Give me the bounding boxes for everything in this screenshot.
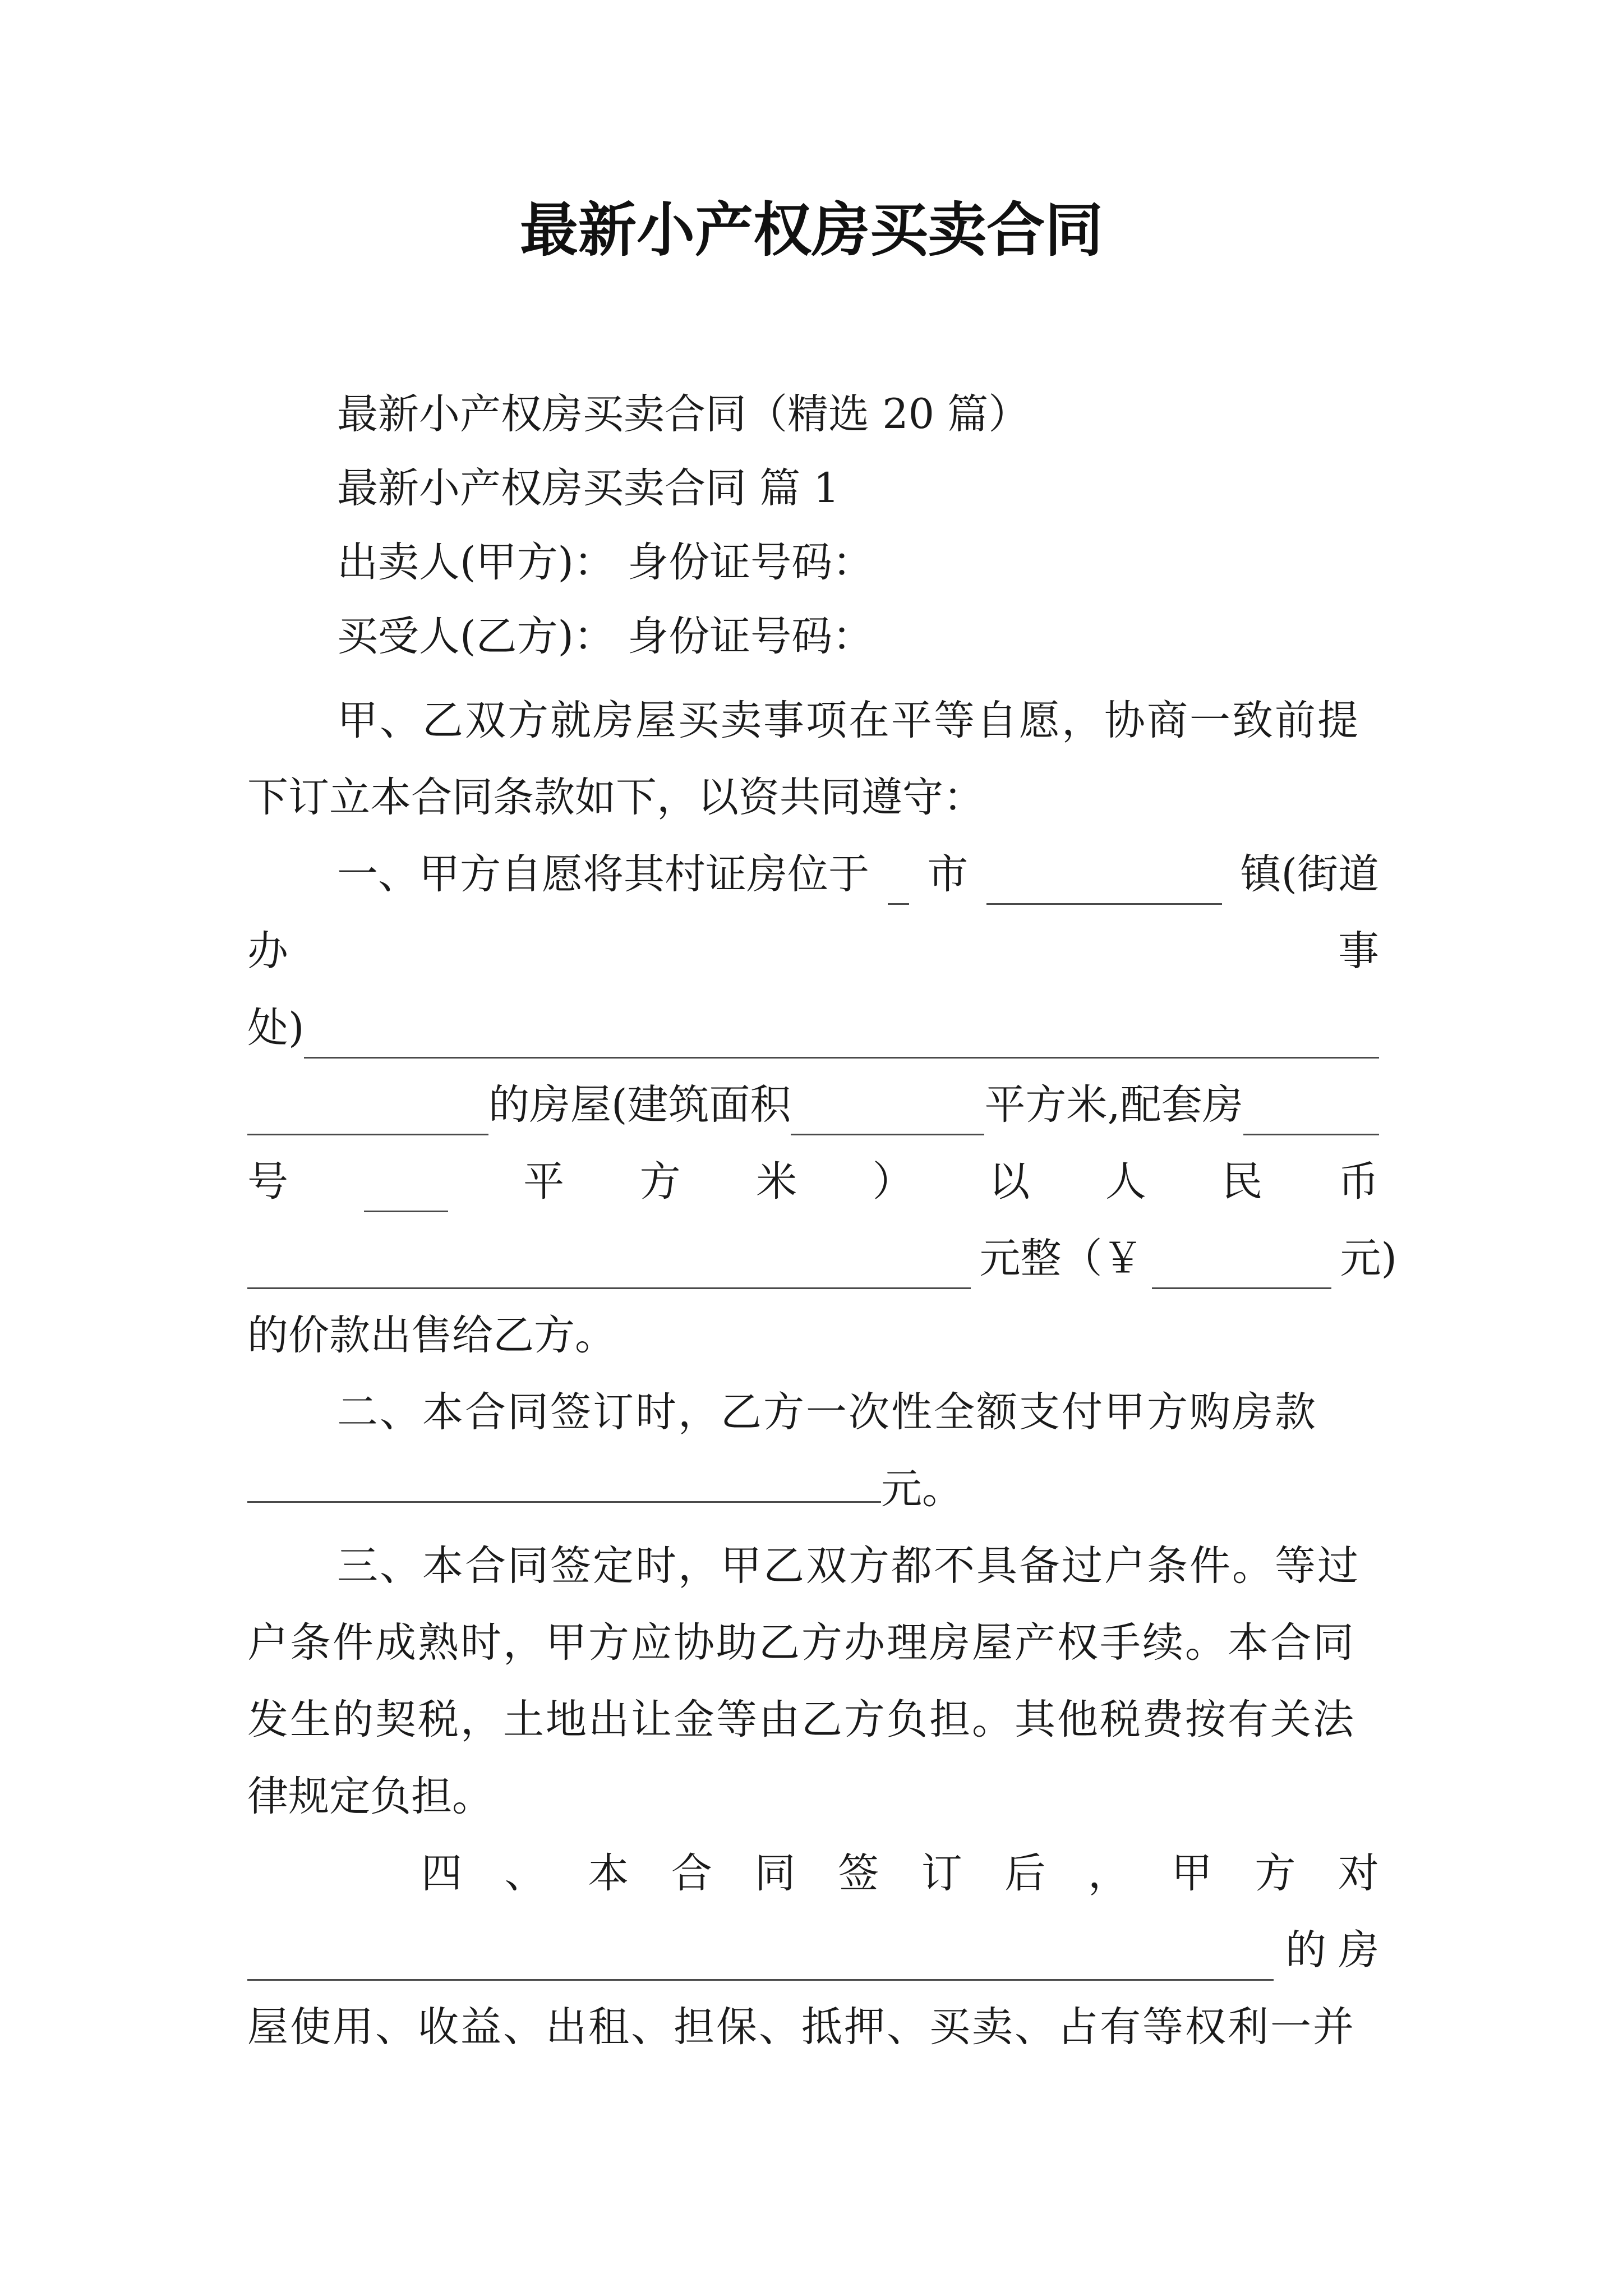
clause4-c-11: 对 bbox=[1338, 1849, 1379, 1897]
clause3-line-2: 户条件成熟时，甲方应协助乙方办理房屋产权手续。本合同 bbox=[247, 1619, 1355, 1667]
clause1-h-0: 号 bbox=[247, 1158, 288, 1205]
intro-line-2: 下订立本合同条款如下，以资共同遵守： bbox=[247, 774, 984, 821]
clause1-h-6: 人 bbox=[1105, 1158, 1146, 1205]
subtitle: 最新小产权房买卖合同（精选 20 篇） bbox=[337, 390, 1030, 438]
blank-office[interactable] bbox=[304, 1015, 1379, 1059]
clause4-line-2 bbox=[247, 1920, 1379, 1981]
clause1-h-5: 以 bbox=[989, 1158, 1030, 1205]
clause1-text-g: 平方米,配套房 bbox=[984, 1081, 1243, 1129]
clause1-text-d2: 事 bbox=[1338, 927, 1379, 975]
blank-address[interactable] bbox=[247, 1092, 488, 1135]
clause1-text-b: 市 bbox=[927, 850, 969, 898]
clause2-line-2 bbox=[247, 1459, 1379, 1520]
clause4-c-10: 方 bbox=[1255, 1849, 1296, 1897]
clause3-line-4: 律规定负担。 bbox=[247, 1773, 493, 1820]
clause2-line-1: 二、本合同签订时，乙方一次性全额支付甲方购房款 bbox=[337, 1388, 1317, 1436]
clause1-h-7: 民 bbox=[1221, 1158, 1263, 1205]
clause4-c-5: 签 bbox=[838, 1849, 879, 1897]
clause4-c-7: 后 bbox=[1004, 1849, 1046, 1897]
clause1-line-5 bbox=[247, 1152, 1379, 1212]
clause4-text-de: 的 bbox=[1285, 1926, 1326, 1974]
clause1-line-3 bbox=[247, 998, 1379, 1059]
clause1-h-3: 米 bbox=[756, 1158, 797, 1205]
clause1-h-8: 币 bbox=[1338, 1158, 1379, 1205]
buyer-line: 买受人(乙方)： 身份证号码： bbox=[337, 613, 874, 660]
clause1-h-4: ） bbox=[872, 1158, 914, 1205]
clause1-h-2: 方 bbox=[639, 1158, 681, 1205]
clause2-text-yuan: 元。 bbox=[881, 1465, 963, 1513]
blank-room-no[interactable] bbox=[1243, 1092, 1379, 1135]
blank-town[interactable] bbox=[986, 862, 1222, 905]
clause3-line-3: 发生的契税，土地出让金等由乙方负担。其他税费按有关法 bbox=[247, 1696, 1355, 1743]
clause4-c-3: 合 bbox=[671, 1849, 712, 1897]
clause1-line-2 bbox=[247, 921, 1379, 982]
clause1-text-c: 镇(街道 bbox=[1240, 850, 1379, 898]
clause1-line-1 bbox=[247, 844, 1379, 905]
blank-city[interactable] bbox=[888, 862, 909, 905]
clause4-c-9: 甲 bbox=[1171, 1849, 1212, 1897]
blank-property[interactable] bbox=[247, 1938, 1274, 1981]
clause4-c-8: ， bbox=[1088, 1849, 1129, 1897]
clause4-text-fang: 房 bbox=[1338, 1926, 1379, 1974]
document-title: 最新小产权房买卖合同 bbox=[519, 195, 1103, 264]
clause4-c-2: 本 bbox=[588, 1849, 629, 1897]
blank-payment[interactable] bbox=[247, 1460, 881, 1503]
clause1-text-f: 的房屋(建筑面积 bbox=[488, 1081, 791, 1129]
clause1-line-6 bbox=[247, 1228, 1397, 1289]
clause1-text-d1: 办 bbox=[247, 927, 288, 975]
clause1-text-i: 元整（￥ bbox=[979, 1235, 1144, 1282]
clause4-c-0: 四 bbox=[421, 1849, 462, 1897]
clause1-line-7: 的价款出售给乙方。 bbox=[247, 1312, 616, 1359]
clause1-line-4 bbox=[247, 1075, 1379, 1135]
clause4-line-1 bbox=[247, 1843, 1379, 1904]
clause1-h-1: 平 bbox=[523, 1158, 565, 1205]
section-heading: 最新小产权房买卖合同 篇 1 bbox=[337, 464, 840, 512]
clause4-c-4: 同 bbox=[754, 1849, 796, 1897]
intro-line-1: 甲、乙双方就房屋买卖事项在平等自愿，协商一致前提 bbox=[337, 697, 1360, 744]
clause1-text-a: 一、甲方自愿将其村证房位于 bbox=[337, 850, 869, 898]
blank-area[interactable] bbox=[791, 1092, 984, 1135]
seller-line: 出卖人(甲方)： 身份证号码： bbox=[337, 539, 874, 586]
clause4-line-3: 屋使用、收益、出租、担保、抵押、买卖、占有等权利一并 bbox=[247, 2003, 1355, 2051]
blank-price-number[interactable] bbox=[1152, 1246, 1331, 1289]
clause1-text-j: 元) bbox=[1340, 1235, 1397, 1282]
clause3-line-1: 三、本合同签定时，甲乙双方都不具备过户条件。等过 bbox=[337, 1542, 1360, 1590]
blank-price-words[interactable] bbox=[247, 1246, 971, 1289]
clause4-c-1: 、 bbox=[504, 1849, 546, 1897]
blank-room-area[interactable] bbox=[364, 1169, 448, 1212]
clause1-text-e: 处) bbox=[247, 1004, 305, 1052]
clause4-c-6: 订 bbox=[921, 1849, 962, 1897]
